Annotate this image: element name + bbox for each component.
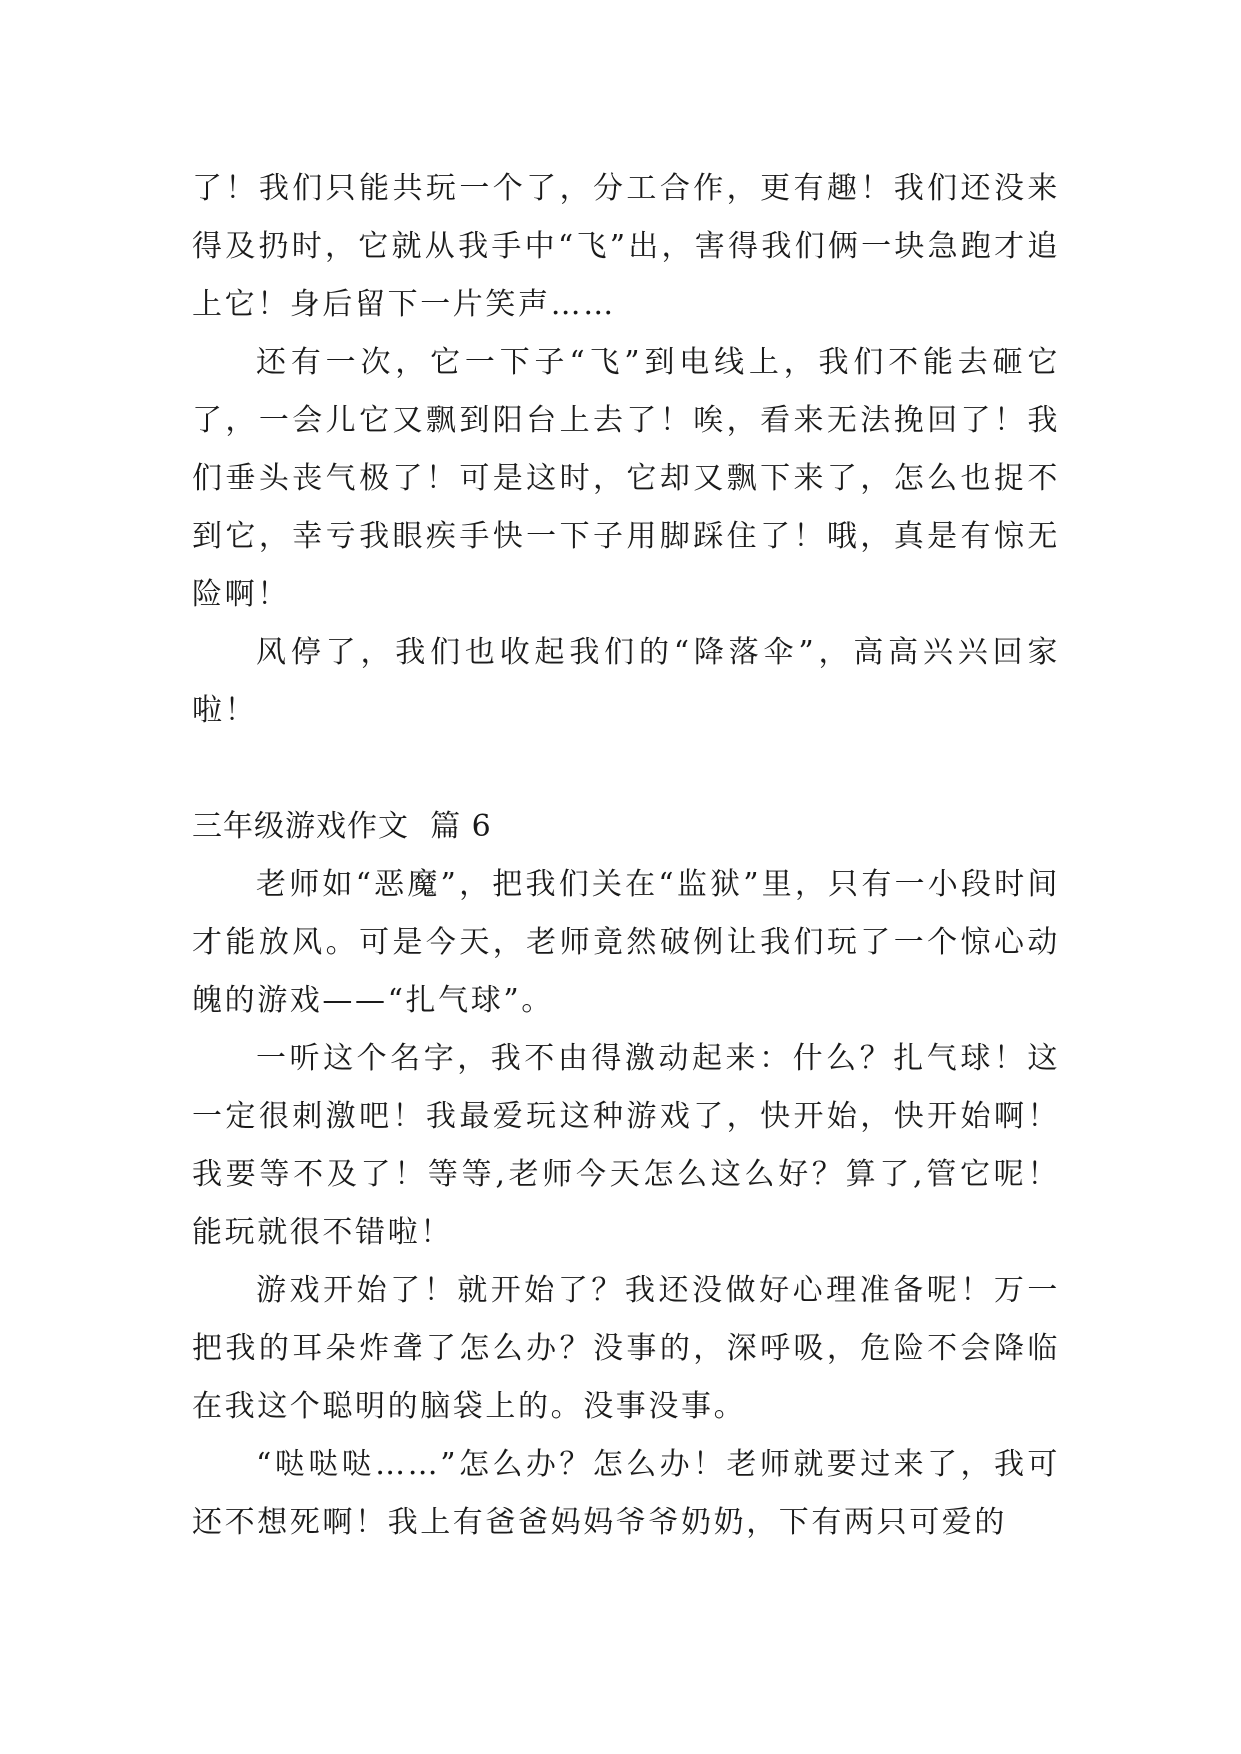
- document-body: [192, 160, 1060, 1552]
- paragraph-excited: 一听这个名字，我不由得激动起来：什么？扎气球！这一定很刺激吧！我最爱玩这种游戏了，快开始，快开始啊！我要等不及了！等等,老师今天怎么这么好？算了,管它呢！能玩就很不错啦！: [192, 1041, 1060, 1250]
- section-spacer: [192, 740, 1060, 798]
- paragraph-game-starts: 游戏开始了！就开始了？我还没做好心理准备呢！万一把我的耳朵炸聋了怎么办？没事的，深呼吸，危险不会降临在我这个聪明的脑袋上的。没事没事。: [192, 1273, 1060, 1424]
- section-heading: 三年级游戏作文 篇 6: [192, 809, 492, 844]
- paragraph-footsteps: “哒哒哒……”怎么办？怎么办！老师就要过来了，我可还不想死啊！我上有爸爸妈妈爷爷奶奶，下有两只可爱的: [192, 1447, 1060, 1540]
- paragraph-wind-stopped: 风停了，我们也收起我们的“降落伞”，高高兴兴回家啦！: [192, 635, 1060, 728]
- paragraph-continuation: 了！我们只能共玩一个了，分工合作，更有趣！我们还没来得及扔时，它就从我手中“飞”出，害得我们俩一块急跑才追上它！身后留下一片笑声……: [192, 171, 1060, 322]
- paragraph-power-line: 还有一次，它一下子“飞”到电线上，我们不能去砸它了，一会儿它又飘到阳台上去了！唉，看来无法挽回了！我们垂头丧气极了！可是这时，它却又飘下来了，怎么也捉不到它，幸亏我眼疾手快一下子用脚踩住了！哦，真是有惊无险啊！: [192, 345, 1060, 612]
- paragraph-teacher-devil: 老师如“恶魔”，把我们关在“监狱”里，只有一小段时间才能放风。可是今天，老师竟然破例让我们玩了一个惊心动魄的游戏——“扎气球”。: [192, 867, 1060, 1018]
